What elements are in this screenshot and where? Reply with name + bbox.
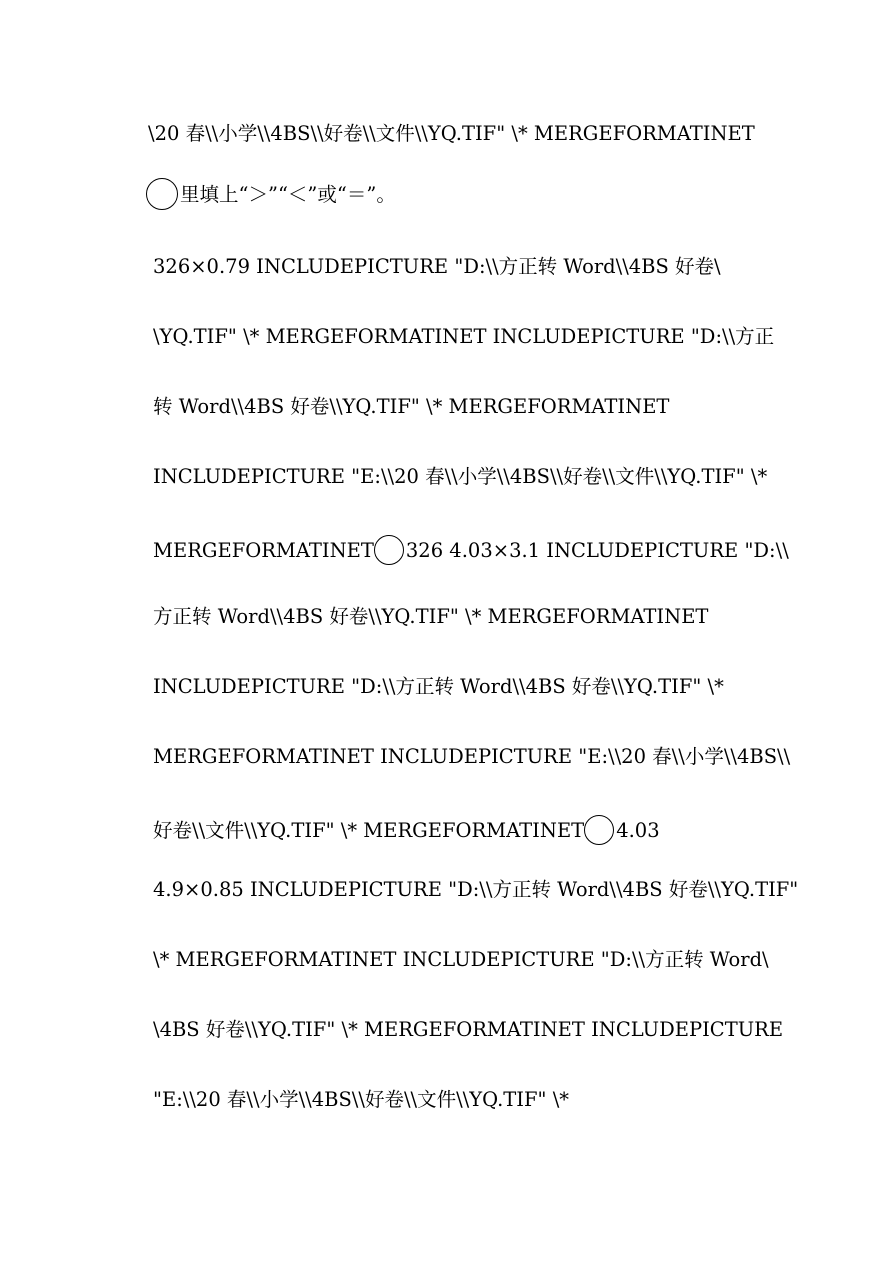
text-line-9 bbox=[153, 675, 724, 699]
text-line-11 bbox=[153, 815, 660, 845]
text-line-14 bbox=[153, 1018, 783, 1042]
blank-circle-icon bbox=[584, 815, 614, 845]
text-line-10 bbox=[153, 745, 790, 769]
line-text: 326 4.03×3.1 INCLUDEPICTURE "D:\\ bbox=[405, 539, 789, 562]
text-line-3 bbox=[153, 255, 721, 279]
line-text: 326×0.79 INCLUDEPICTURE "D:\\方正转 Word\\4BS 好卷\ bbox=[153, 255, 721, 278]
line-text: INCLUDEPICTURE "E:\\20 春\\小学\\4BS\\好卷\\文件\\YQ.TIF" \* bbox=[153, 465, 768, 488]
line-text: 4.9×0.85 INCLUDEPICTURE "D:\\方正转 Word\\4BS 好卷\\YQ.TIF" bbox=[153, 878, 799, 901]
text-line-4 bbox=[153, 325, 774, 349]
line-text: INCLUDEPICTURE "D:\\方正转 Word\\4BS 好卷\\YQ.TIF" \* bbox=[153, 675, 724, 698]
line-text: 好卷\\文件\\YQ.TIF" \* MERGEFORMATINET bbox=[153, 819, 585, 842]
blank-circle-icon bbox=[146, 178, 178, 210]
line-text: \20 春\\小学\\4BS\\好卷\\文件\\YQ.TIF" \* MERGEFORMATINET bbox=[148, 122, 755, 145]
line-text: "E:\\20 春\\小学\\4BS\\好卷\\文件\\YQ.TIF" \* bbox=[153, 1088, 570, 1111]
blank-circle-icon bbox=[374, 535, 404, 565]
line-text: 转 Word\\4BS 好卷\\YQ.TIF" \* MERGEFORMATINET bbox=[153, 395, 670, 418]
line-text: 4.03 bbox=[616, 819, 660, 842]
text-line-1 bbox=[148, 122, 755, 146]
text-line-7 bbox=[153, 535, 789, 565]
text-line-8 bbox=[153, 605, 708, 629]
text-line-15 bbox=[153, 1088, 569, 1112]
line-text: \* MERGEFORMATINET INCLUDEPICTURE "D:\\方正转 Word\ bbox=[153, 948, 769, 971]
line-text: 里填上“＞”“＜”或“＝”。 bbox=[180, 183, 396, 206]
line-text: MERGEFORMATINET bbox=[153, 539, 374, 562]
line-text: 方正转 Word\\4BS 好卷\\YQ.TIF" \* MERGEFORMATINET bbox=[153, 605, 709, 628]
line-text: MERGEFORMATINET INCLUDEPICTURE "E:\\20 春\\小学\\4BS\\ bbox=[153, 745, 791, 768]
text-line-12 bbox=[153, 878, 798, 902]
text-line-13 bbox=[153, 948, 769, 972]
text-line-6 bbox=[153, 465, 767, 489]
text-line-2 bbox=[146, 178, 396, 210]
line-text: \4BS 好卷\\YQ.TIF" \* MERGEFORMATINET INCLUDEPICTURE bbox=[153, 1018, 784, 1041]
line-text: \YQ.TIF" \* MERGEFORMATINET INCLUDEPICTURE "D:\\方正 bbox=[153, 325, 775, 348]
text-line-5 bbox=[153, 395, 669, 419]
